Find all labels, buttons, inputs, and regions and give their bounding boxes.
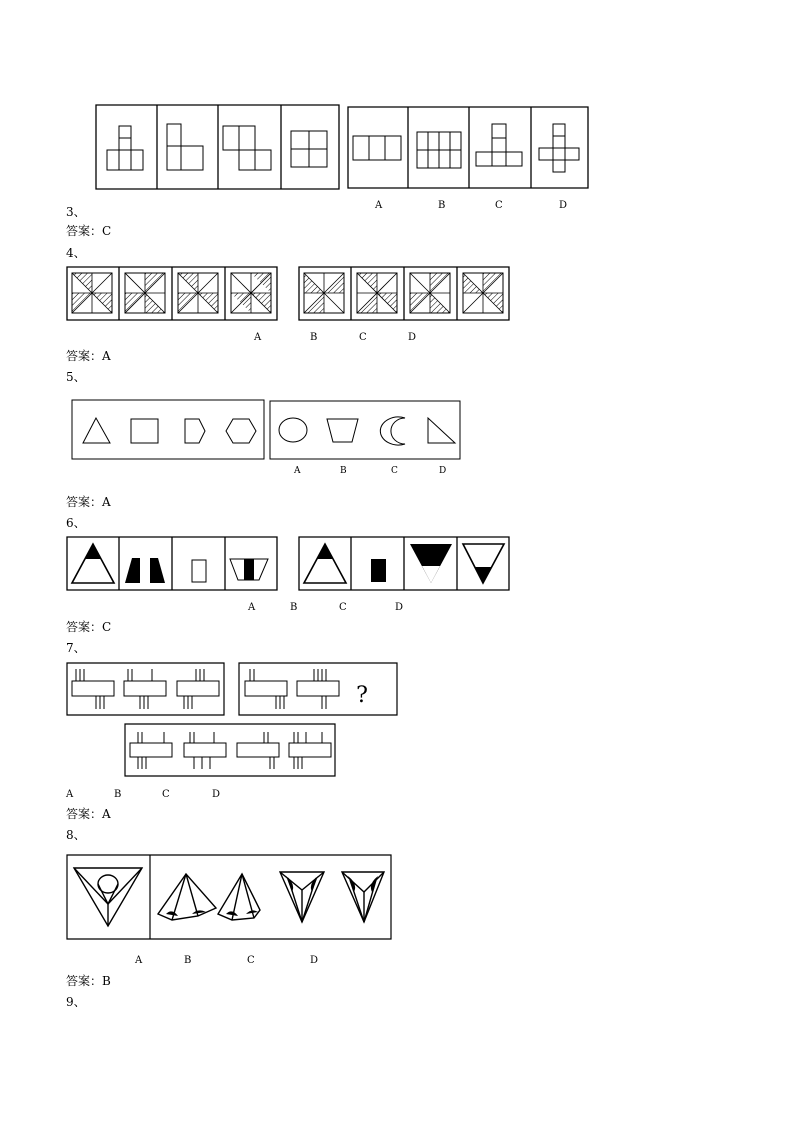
q8-number: 8、 [66,828,86,842]
q5-option-b-label: B [340,466,347,476]
q4-option-c-label: C [359,332,367,343]
q3-figure [95,104,591,192]
q5-option-d-label: D [439,466,447,476]
q6-number: 6、 [66,516,86,530]
q8-figure [66,854,394,942]
q3-option-b-label: B [438,200,446,211]
q8-option-d-label: D [310,955,319,966]
q8-answer: 答案：B [66,974,111,988]
q5-figure [71,399,463,463]
q5-option-a-label: A [294,466,301,476]
q3-option-a-label: A [375,200,383,211]
q4-answer: 答案：A [66,349,111,363]
q8-option-b-label: B [184,955,192,966]
q9-number: 9、 [66,995,86,1009]
q6-option-a-label: A [248,602,256,613]
q3-option-c-label: C [495,200,503,211]
q6-option-c-label: C [339,602,347,613]
q8-option-a-label: A [135,955,143,966]
q4-option-d-label: D [408,332,417,343]
q7-option-c-label: C [162,789,170,800]
q7-figure [66,661,400,779]
q7-option-d-label: D [212,789,221,800]
q4-option-b-label: B [310,332,318,343]
q6-figure [66,536,512,594]
q6-answer: 答案：C [66,620,112,634]
q4-figure [66,266,512,322]
q4-option-a-label: A [254,332,262,343]
q3-number: 3、 [66,205,86,219]
q7-number: 7、 [66,641,86,655]
q5-number: 5、 [66,370,86,384]
q7-option-b-label: B [114,789,122,800]
q3-answer: 答案：C [66,224,112,238]
q6-option-d-label: D [395,602,404,613]
q4-number: 4、 [66,246,86,260]
q5-option-c-label: C [391,466,398,476]
q3-option-d-label: D [559,200,568,211]
q8-option-c-label: C [247,955,255,966]
q7-option-a-label: A [66,789,74,800]
q6-option-b-label: B [290,602,298,613]
q7-unknown-mark: ? [356,683,368,708]
q7-answer: 答案：A [66,807,111,821]
q5-answer: 答案：A [66,495,111,509]
